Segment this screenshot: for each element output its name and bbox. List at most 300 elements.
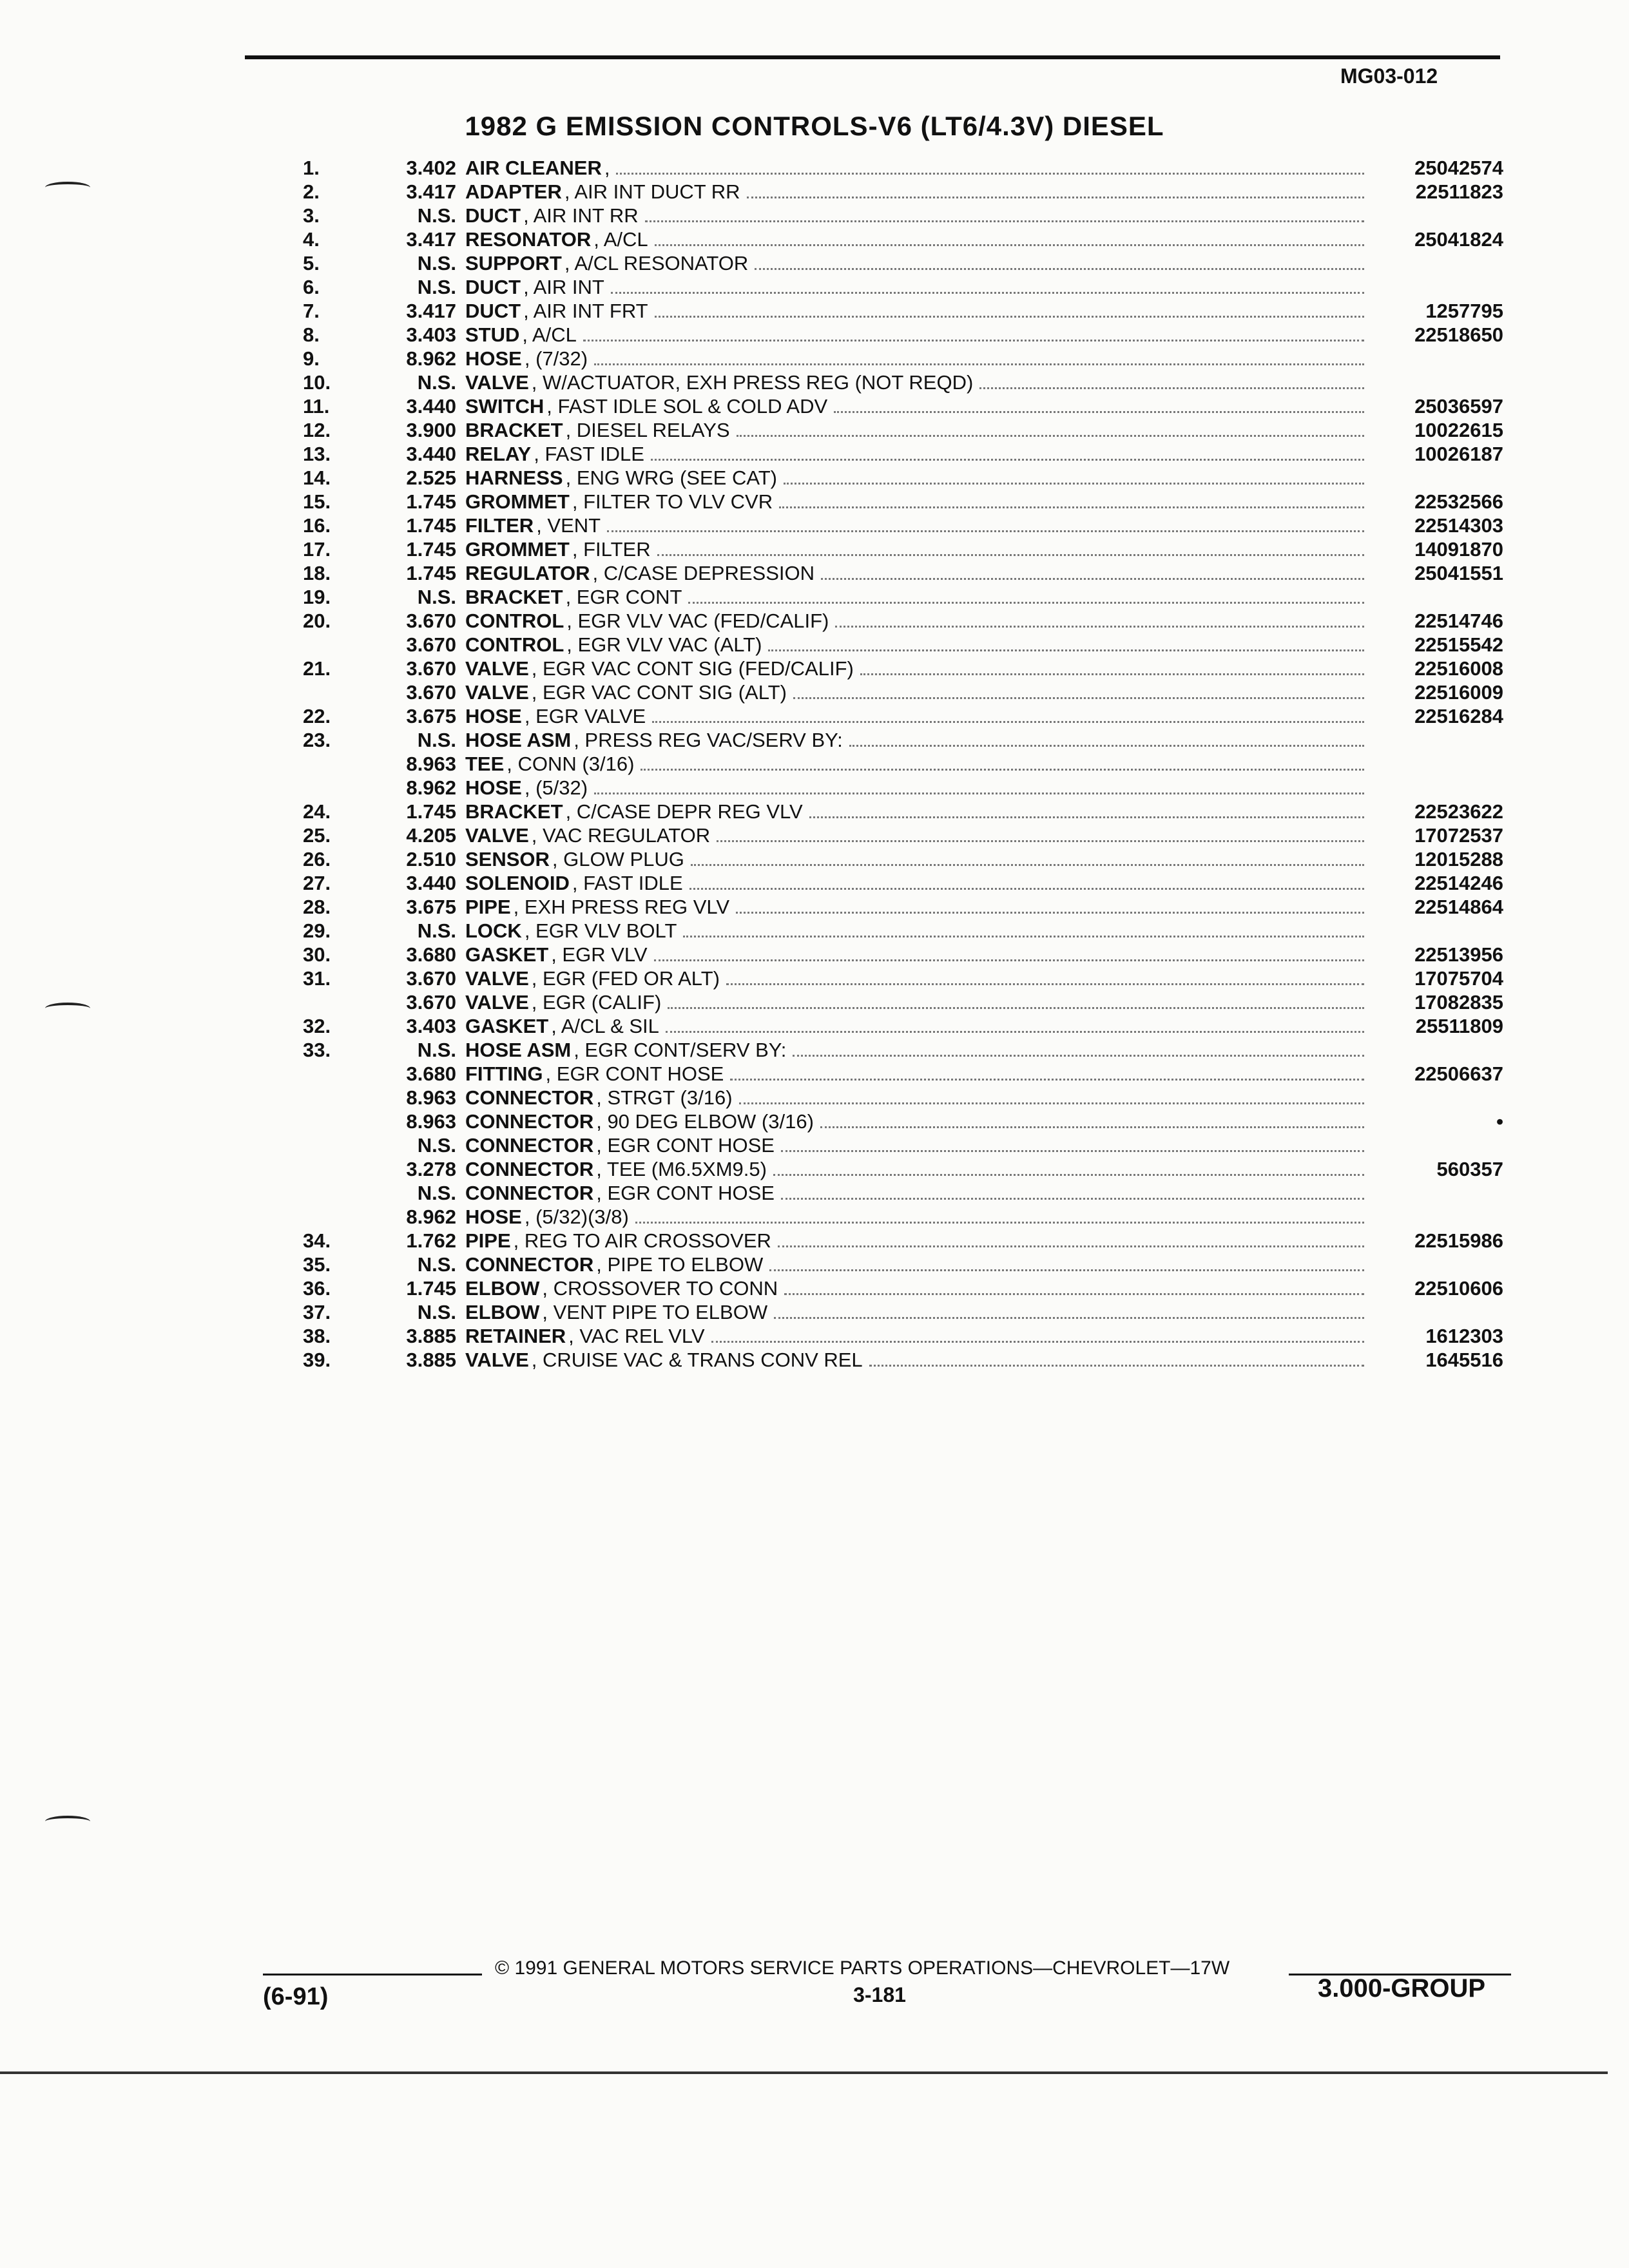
dot-leader: [769, 1255, 1364, 1271]
part-number: 10026187: [1414, 443, 1503, 465]
part-detail: , A/CL & SIL: [551, 1015, 659, 1037]
dot-leader: [583, 325, 1364, 341]
item-number: 23.: [303, 729, 331, 751]
part-description: [465, 537, 1364, 561]
part-number: 25511809: [1415, 1015, 1503, 1037]
part-name: GROMMET: [465, 490, 570, 513]
part-description: [465, 514, 1364, 537]
part-detail: , AIR INT DUCT RR: [564, 180, 740, 203]
dot-leader: [717, 826, 1364, 842]
table-row: [0, 1205, 1629, 1229]
part-name: VALVE: [465, 681, 529, 704]
dot-leader: [739, 1088, 1364, 1104]
part-number: 22514746: [1414, 610, 1503, 632]
part-name: BRACKET: [465, 419, 563, 441]
item-number: 18.: [303, 562, 331, 584]
group-number: N.S.: [417, 729, 456, 751]
item-number: 15.: [303, 490, 331, 513]
table-row: [0, 370, 1629, 394]
table-row: [0, 1157, 1629, 1181]
part-description: [465, 323, 1364, 347]
table-row: [0, 657, 1629, 680]
group-number: 3.670: [406, 991, 456, 1014]
part-detail: , PIPE TO ELBOW: [596, 1253, 764, 1276]
part-number: 25042574: [1414, 157, 1503, 179]
part-name: GROMMET: [465, 538, 570, 561]
dot-leader: [773, 1160, 1364, 1176]
part-description: [465, 1014, 1364, 1038]
group-number: 1.745: [406, 800, 456, 823]
dot-leader: [657, 540, 1364, 556]
group-number: 3.417: [406, 180, 456, 203]
table-row: [0, 299, 1629, 323]
part-name: DUCT: [465, 204, 521, 227]
table-row: [0, 1276, 1629, 1300]
dot-leader: [793, 1041, 1364, 1057]
part-description: [465, 466, 1364, 490]
part-number: 22515542: [1414, 633, 1503, 656]
part-name: CONNECTOR: [465, 1253, 594, 1276]
dot-leader: [652, 707, 1364, 723]
part-description: [465, 895, 1364, 919]
dot-leader: [755, 254, 1364, 270]
table-row: [0, 800, 1629, 823]
table-row: [0, 609, 1629, 633]
part-description: [465, 871, 1364, 895]
part-number: 22506637: [1414, 1062, 1503, 1085]
part-number: 10022615: [1414, 419, 1503, 441]
table-row: [0, 514, 1629, 537]
group-label: 3.000-GROUP: [1318, 1974, 1486, 2003]
group-number: 3.885: [406, 1349, 456, 1371]
part-name: AIR CLEANER: [465, 157, 602, 179]
dot-leader: [688, 588, 1364, 604]
dot-leader: [821, 564, 1364, 580]
part-description: [465, 275, 1364, 299]
group-number: 3.900: [406, 419, 456, 441]
bottom-edge-rule: [0, 2071, 1608, 2074]
group-number: N.S.: [417, 919, 456, 942]
item-number: 13.: [303, 443, 331, 465]
dot-leader: [645, 206, 1364, 222]
item-number: 32.: [303, 1015, 331, 1037]
part-number: 560357: [1436, 1158, 1503, 1180]
part-detail: , ENG WRG (SEE CAT): [565, 466, 777, 489]
group-number: N.S.: [417, 1039, 456, 1061]
group-number: N.S.: [417, 204, 456, 227]
group-number: N.S.: [417, 1253, 456, 1276]
item-number: 3.: [303, 204, 320, 227]
part-name: DUCT: [465, 276, 521, 298]
part-detail: , FAST IDLE: [534, 443, 644, 465]
part-number: 25036597: [1414, 395, 1503, 418]
dot-leader: [666, 1017, 1364, 1033]
table-row: [0, 823, 1629, 847]
part-detail: , C/CASE DEPR REG VLV: [565, 800, 803, 823]
table-row: [0, 943, 1629, 966]
dot-leader: [860, 659, 1364, 675]
part-name: SOLENOID: [465, 872, 570, 894]
dot-leader: [607, 516, 1364, 532]
table-row: [0, 847, 1629, 871]
part-detail: , CRUISE VAC & TRANS CONV REL: [531, 1349, 863, 1371]
table-row: [0, 871, 1629, 895]
dot-leader: [594, 349, 1364, 365]
dot-leader: [768, 635, 1364, 651]
table-row: [0, 704, 1629, 728]
part-detail: , CONN (3/16): [506, 753, 635, 775]
part-description: [465, 1133, 1364, 1157]
part-number: 22518650: [1414, 323, 1503, 346]
part-name: ELBOW: [465, 1301, 540, 1323]
part-detail: , A/CL: [593, 228, 648, 251]
dot-leader: [711, 1327, 1365, 1343]
part-description: [465, 156, 1364, 180]
table-row: [0, 1300, 1629, 1324]
item-number: 26.: [303, 848, 331, 870]
part-number: 17072537: [1414, 824, 1503, 847]
part-description: [465, 1086, 1364, 1110]
part-description: [465, 943, 1364, 966]
part-name: CONNECTOR: [465, 1110, 594, 1133]
part-detail: , CROSSOVER TO CONN: [542, 1277, 778, 1300]
table-row: [0, 1110, 1629, 1133]
part-number: 22514303: [1414, 514, 1503, 537]
part-detail: , PRESS REG VAC/SERV BY:: [574, 729, 843, 751]
table-row: [0, 919, 1629, 943]
part-detail: , (5/32): [524, 776, 588, 799]
part-number: 22515986: [1414, 1229, 1503, 1252]
part-description: [465, 585, 1364, 609]
part-description: [465, 728, 1364, 752]
table-row: [0, 323, 1629, 347]
part-detail: , (5/32)(3/8): [524, 1206, 629, 1228]
part-name: VALVE: [465, 657, 529, 680]
group-number: N.S.: [417, 1134, 456, 1157]
part-name: VALVE: [465, 824, 529, 847]
part-name: RETAINER: [465, 1325, 566, 1347]
group-number: 3.885: [406, 1325, 456, 1347]
table-row: [0, 204, 1629, 227]
part-name: VALVE: [465, 371, 529, 394]
item-number: 39.: [303, 1349, 331, 1371]
part-name: VALVE: [465, 1349, 529, 1371]
table-row: [0, 1229, 1629, 1253]
group-number: N.S.: [417, 371, 456, 394]
top-rule: [245, 55, 1500, 59]
group-number: 1.762: [406, 1229, 456, 1252]
group-number: 3.670: [406, 610, 456, 632]
doc-code: MG03-012: [1340, 64, 1438, 88]
dot-leader: [689, 874, 1364, 890]
dot-leader: [737, 421, 1364, 437]
item-number: 17.: [303, 538, 331, 561]
part-description: [465, 609, 1364, 633]
dot-leader: [736, 898, 1364, 914]
group-number: 3.670: [406, 681, 456, 704]
table-row: [0, 347, 1629, 370]
group-number: 3.417: [406, 228, 456, 251]
part-number: 22516008: [1414, 657, 1503, 680]
part-name: LOCK: [465, 919, 522, 942]
dot-leader: [784, 1279, 1364, 1295]
table-row: [0, 1181, 1629, 1205]
part-name: RELAY: [465, 443, 532, 465]
group-number: N.S.: [417, 252, 456, 274]
part-description: [465, 1276, 1364, 1300]
part-name: ADAPTER: [465, 180, 562, 203]
part-description: [465, 1062, 1364, 1086]
dot-leader: [655, 302, 1364, 318]
part-name: GASKET: [465, 1015, 549, 1037]
part-name: SWITCH: [465, 395, 545, 418]
item-number: 12.: [303, 419, 331, 441]
group-number: 8.962: [406, 347, 456, 370]
part-number: 22516009: [1414, 681, 1503, 704]
part-detail: , EGR VAC CONT SIG (FED/CALIF): [531, 657, 854, 680]
part-description: [465, 847, 1364, 871]
item-number: 1.: [303, 157, 320, 179]
item-number: 5.: [303, 252, 320, 274]
part-detail: , FAST IDLE: [572, 872, 683, 894]
dot-leader: [654, 945, 1365, 961]
part-description: [465, 1300, 1364, 1324]
item-number: 9.: [303, 347, 320, 370]
item-number: 28.: [303, 896, 331, 918]
part-name: FITTING: [465, 1062, 543, 1085]
item-number: 19.: [303, 586, 331, 608]
part-detail: , FILTER TO VLV CVR: [572, 490, 773, 513]
part-description: [465, 704, 1364, 728]
part-description: [465, 1205, 1364, 1229]
part-detail: , REG TO AIR CROSSOVER: [513, 1229, 771, 1252]
part-name: HOSE: [465, 776, 522, 799]
item-number: 8.: [303, 323, 320, 346]
part-name: FILTER: [465, 514, 534, 537]
part-description: [465, 442, 1364, 466]
part-description: [465, 180, 1364, 204]
part-number: 22516284: [1414, 705, 1503, 727]
part-number: 1645516: [1425, 1349, 1503, 1371]
part-number: 22510606: [1414, 1277, 1503, 1300]
table-row: [0, 728, 1629, 752]
part-name: HOSE ASM: [465, 1039, 572, 1061]
dot-leader: [651, 445, 1364, 461]
group-number: 3.403: [406, 1015, 456, 1037]
group-number: 1.745: [406, 1277, 456, 1300]
item-number: 33.: [303, 1039, 331, 1061]
part-detail: , TEE (M6.5XM9.5): [596, 1158, 767, 1180]
part-description: [465, 776, 1364, 800]
dot-leader: [641, 754, 1364, 771]
part-detail: , EGR VLV: [551, 943, 648, 966]
dot-leader: [835, 611, 1364, 628]
table-row: [0, 442, 1629, 466]
table-row: [0, 776, 1629, 800]
table-row: [0, 1062, 1629, 1086]
binder-hole-mark: [45, 1816, 90, 1827]
group-number: 3.417: [406, 300, 456, 322]
group-number: 3.402: [406, 157, 456, 179]
table-row: [0, 585, 1629, 609]
part-description: [465, 800, 1364, 823]
part-description: [465, 1229, 1364, 1253]
group-number: 8.962: [406, 1206, 456, 1228]
table-row: [0, 1324, 1629, 1348]
dot-leader: [668, 993, 1364, 1009]
group-number: N.S.: [417, 1182, 456, 1204]
part-description: [465, 919, 1364, 943]
item-number: 31.: [303, 967, 331, 990]
part-detail: , EGR CONT HOSE: [545, 1062, 724, 1085]
part-detail: , W/ACTUATOR, EXH PRESS REG (NOT REQD): [531, 371, 974, 394]
group-number: N.S.: [417, 1301, 456, 1323]
part-number: 22514864: [1414, 896, 1503, 918]
item-number: 30.: [303, 943, 331, 966]
item-number: 20.: [303, 610, 331, 632]
dot-leader: [781, 1184, 1364, 1200]
footer-rule: [263, 1974, 482, 1975]
part-detail: , EGR CONT: [565, 586, 682, 608]
part-description: [465, 990, 1364, 1014]
item-number: 34.: [303, 1229, 331, 1252]
group-number: 3.440: [406, 872, 456, 894]
part-number: 12015288: [1414, 848, 1503, 870]
table-row: [0, 490, 1629, 514]
group-number: 1.745: [406, 538, 456, 561]
group-number: 8.963: [406, 753, 456, 775]
dot-leader: [726, 969, 1364, 985]
dot-leader: [849, 731, 1364, 747]
part-detail: , EGR VLV VAC (ALT): [566, 633, 762, 656]
table-row: [0, 895, 1629, 919]
part-name: PIPE: [465, 1229, 511, 1252]
item-number: 7.: [303, 300, 320, 322]
part-detail: , AIR INT FRT: [523, 300, 648, 322]
dot-leader: [793, 683, 1364, 699]
part-number: 25041551: [1414, 562, 1503, 584]
part-number: 14091870: [1414, 538, 1503, 561]
part-number: 22523622: [1414, 800, 1503, 823]
dot-leader: [683, 921, 1364, 937]
part-name: TEE: [465, 753, 505, 775]
table-row: [0, 275, 1629, 299]
part-name: BRACKET: [465, 586, 563, 608]
table-row: [0, 1014, 1629, 1038]
part-description: [465, 1038, 1364, 1062]
item-number: 22.: [303, 705, 331, 727]
part-name: DUCT: [465, 300, 521, 322]
table-row: [0, 990, 1629, 1014]
part-number: 25041824: [1414, 228, 1503, 251]
table-row: [0, 156, 1629, 180]
part-detail: , EGR CONT HOSE: [596, 1182, 775, 1204]
part-description: [465, 418, 1364, 442]
part-detail: , EGR VALVE: [524, 705, 646, 727]
dot-leader: [809, 802, 1364, 818]
item-number: 35.: [303, 1253, 331, 1276]
group-number: 3.675: [406, 705, 456, 727]
part-detail: , EGR VLV VAC (FED/CALIF): [566, 610, 829, 632]
group-number: 3.670: [406, 657, 456, 680]
part-detail: , AIR INT: [523, 276, 604, 298]
part-description: [465, 561, 1364, 585]
group-number: 3.670: [406, 967, 456, 990]
dot-leader: [979, 373, 1364, 389]
revision-date: (6-91): [263, 1983, 329, 2010]
part-detail: , EGR VAC CONT SIG (ALT): [531, 681, 787, 704]
part-detail: , 90 DEG ELBOW (3/16): [596, 1110, 814, 1133]
table-row: [0, 1038, 1629, 1062]
part-name: CONTROL: [465, 633, 564, 656]
item-number: 16.: [303, 514, 331, 537]
dot-leader: [784, 468, 1364, 485]
dot-leader: [594, 778, 1364, 794]
part-name: SENSOR: [465, 848, 550, 870]
dot-leader: [655, 230, 1364, 246]
part-description: [465, 633, 1364, 657]
group-number: 2.525: [406, 466, 456, 489]
table-row: [0, 466, 1629, 490]
part-number: 22513956: [1414, 943, 1503, 966]
part-detail: ,: [604, 157, 610, 179]
item-number: 21.: [303, 657, 331, 680]
item-number: 14.: [303, 466, 331, 489]
part-number: 1257795: [1425, 300, 1503, 322]
part-name: GASKET: [465, 943, 549, 966]
item-number: 24.: [303, 800, 331, 823]
part-description: [465, 657, 1364, 680]
group-number: 3.680: [406, 1062, 456, 1085]
part-name: CONNECTOR: [465, 1134, 594, 1157]
part-name: CONTROL: [465, 610, 564, 632]
part-name: ELBOW: [465, 1277, 540, 1300]
group-number: N.S.: [417, 276, 456, 298]
item-number: 10.: [303, 371, 331, 394]
item-number: 4.: [303, 228, 320, 251]
part-name: CONNECTOR: [465, 1086, 594, 1109]
part-detail: , EXH PRESS REG VLV: [513, 896, 730, 918]
table-row: [0, 180, 1629, 204]
group-number: 3.670: [406, 633, 456, 656]
copyright-notice: © 1991 GENERAL MOTORS SERVICE PARTS OPERATIONS—CHEVROLET—17W: [495, 1957, 1230, 1979]
part-detail: , GLOW PLUG: [552, 848, 684, 870]
group-number: 3.680: [406, 943, 456, 966]
part-name: VALVE: [465, 967, 529, 990]
group-number: 8.963: [406, 1110, 456, 1133]
dot-leader: [747, 182, 1364, 198]
dot-leader: [635, 1207, 1364, 1224]
group-number: 1.745: [406, 514, 456, 537]
table-row: [0, 752, 1629, 776]
group-number: 3.403: [406, 323, 456, 346]
item-number: 37.: [303, 1301, 331, 1323]
part-detail: , EGR (CALIF): [531, 991, 662, 1014]
part-name: BRACKET: [465, 800, 563, 823]
group-number: 8.962: [406, 776, 456, 799]
part-description: [465, 823, 1364, 847]
dot-leader: [778, 1231, 1364, 1247]
group-number: 4.205: [406, 824, 456, 847]
part-name: CONNECTOR: [465, 1182, 594, 1204]
table-row: [0, 227, 1629, 251]
part-detail: , STRGT (3/16): [596, 1086, 733, 1109]
part-detail: , VENT PIPE TO ELBOW: [542, 1301, 768, 1323]
part-name: HOSE: [465, 347, 522, 370]
dot-leader: [611, 278, 1364, 294]
part-detail: , EGR CONT HOSE: [596, 1134, 775, 1157]
part-description: [465, 370, 1364, 394]
